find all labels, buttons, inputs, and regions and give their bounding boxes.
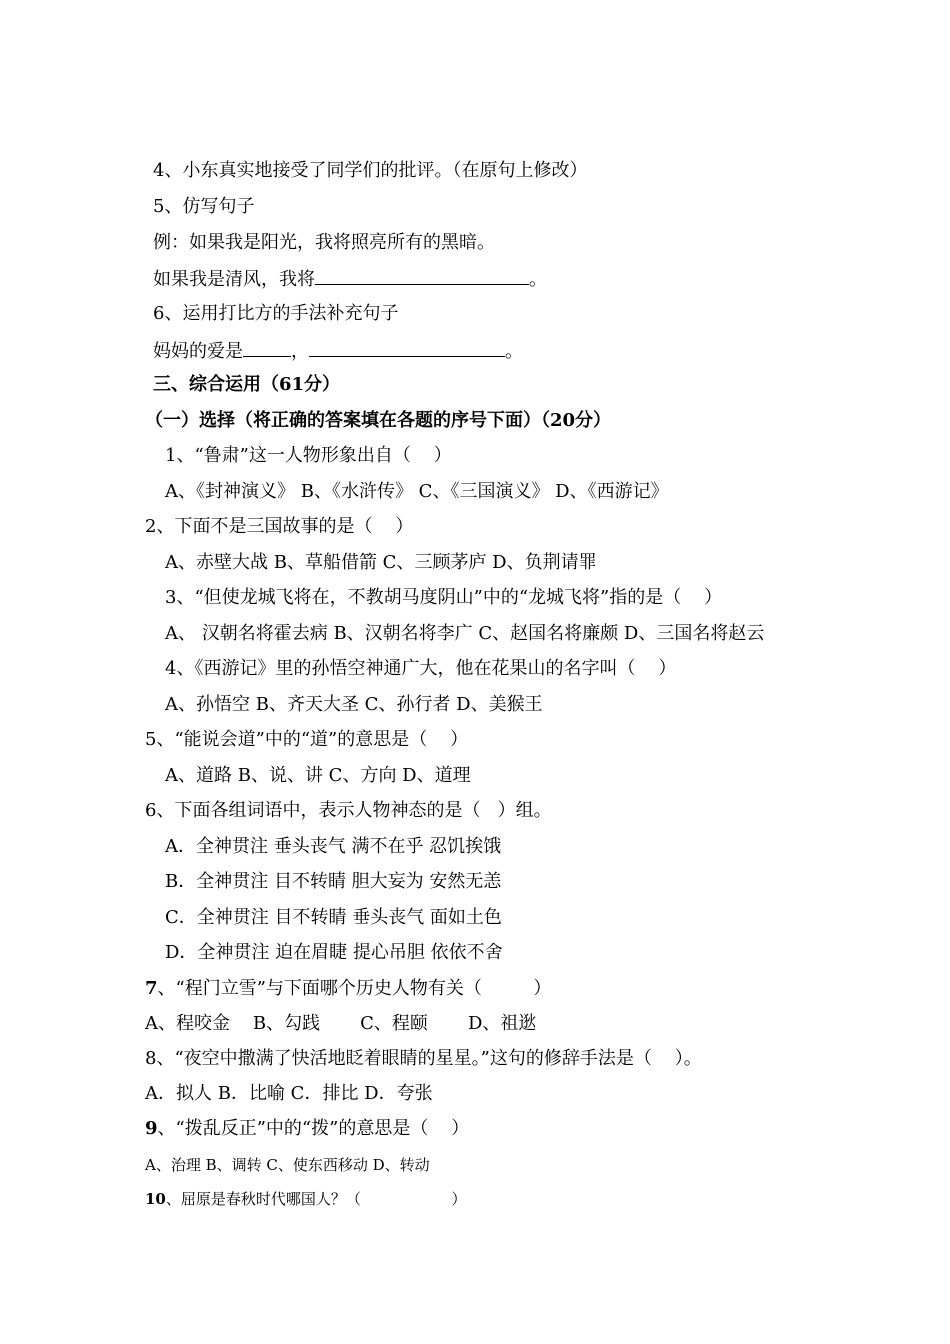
question-number: 9 xyxy=(145,1118,158,1139)
question-6-prompt-end: 。 xyxy=(505,341,523,362)
question-number: 7 xyxy=(145,978,158,999)
mc-question-8-options: A．拟人 B．比喻 C．排比 D．夸张 xyxy=(145,1083,433,1104)
question-number: 10 xyxy=(145,1190,166,1208)
mc-question-3: 3、“但使龙城飞将在，不教胡马度阴山”中的“龙城飞将”指的是（ ） xyxy=(165,587,723,608)
subsection-1-heading: （一）选择（将正确的答案填在各题的序号下面）（20分） xyxy=(145,410,612,431)
question-6-prompt-text: 妈妈的爱是 xyxy=(153,341,243,362)
answer-blank[interactable] xyxy=(243,338,291,357)
question-text: 、“拨乱反正”中的“拨”的意思是（ ） xyxy=(157,1118,470,1139)
mc-question-8: 8、“夜空中撒满了快活地眨着眼睛的星星。”这句的修辞手法是（ ）。 xyxy=(145,1048,702,1069)
mc-question-4-options: A、孙悟空 B、齐天大圣 C、孙行者 D、美猴王 xyxy=(165,694,543,715)
mc-question-7 xyxy=(145,977,551,1001)
mc-question-2: 2、下面不是三国故事的是（ ） xyxy=(145,516,414,537)
question-text: 、“程门立雪”与下面哪个历史人物有关（ ） xyxy=(157,978,552,999)
mc-question-3-options: A、 汉朝名将霍去病 B、汉朝名将李广 C、赵国名将廉颇 D、三国名将赵云 xyxy=(165,623,765,644)
mc-question-4: 4、《西游记》里的孙悟空神通广大，他在花果山的名字叫（ ） xyxy=(165,658,677,679)
mc-question-1-options: A、《封神演义》 B、《水浒传》 C、《三国演义》 D、《西游记》 xyxy=(165,481,669,502)
question-6-comma: ， xyxy=(291,341,309,362)
answer-blank[interactable] xyxy=(315,266,529,285)
question-6-title: 6、运用打比方的手法补充句子 xyxy=(153,303,399,324)
section-3-heading: 三、综合运用（61分） xyxy=(153,374,341,395)
mc-question-2-options: A、赤壁大战 B、草船借箭 C、三顾茅庐 D、负荆请罪 xyxy=(165,552,597,573)
question-5-prompt xyxy=(153,266,547,292)
mc-question-7-options: A、程咬金 B、勾践 C、程颐 D、祖逖 xyxy=(145,1013,537,1034)
question-text: 、屈原是春秋时代哪国人？（ ） xyxy=(165,1190,467,1208)
mc-question-5: 5、“能说会道”中的“道”的意思是（ ） xyxy=(145,729,469,750)
mc-question-1: 1、“鲁肃”这一人物形象出自（ ） xyxy=(165,445,452,466)
question-5-prompt-text: 如果我是清风，我将 xyxy=(153,269,315,290)
mc-question-6-option-c: C．全神贯注 目不转睛 垂头丧气 面如土色 xyxy=(165,907,502,928)
answer-blank[interactable] xyxy=(309,338,505,357)
mc-question-6-option-b: B．全神贯注 目不转睛 胆大妄为 安然无恙 xyxy=(165,871,502,892)
mc-question-6: 6、下面各组词语中，表示人物神态的是（ ）组。 xyxy=(145,800,552,821)
question-5-example: 例：如果我是阳光，我将照亮所有的黑暗。 xyxy=(153,232,495,253)
question-5-prompt-end: 。 xyxy=(529,269,547,290)
mc-question-9 xyxy=(145,1117,469,1141)
mc-question-6-option-a: A．全神贯注 垂头丧气 满不在乎 忍饥挨饿 xyxy=(165,836,502,857)
question-5-title: 5、仿写句子 xyxy=(153,196,255,217)
mc-question-10 xyxy=(145,1187,466,1211)
mc-question-9-options: A、治理 B、调转 C、使东西移动 D、转动 xyxy=(145,1156,430,1174)
mc-question-5-options: A、道路 B、说、讲 C、方向 D、道理 xyxy=(165,765,471,786)
question-4-rewrite: 4、小东真实地接受了同学们的批评。（在原句上修改） xyxy=(153,160,588,181)
mc-question-6-option-d: D．全神贯注 迫在眉睫 提心吊胆 依依不舍 xyxy=(165,942,503,963)
question-6-prompt xyxy=(153,338,523,364)
